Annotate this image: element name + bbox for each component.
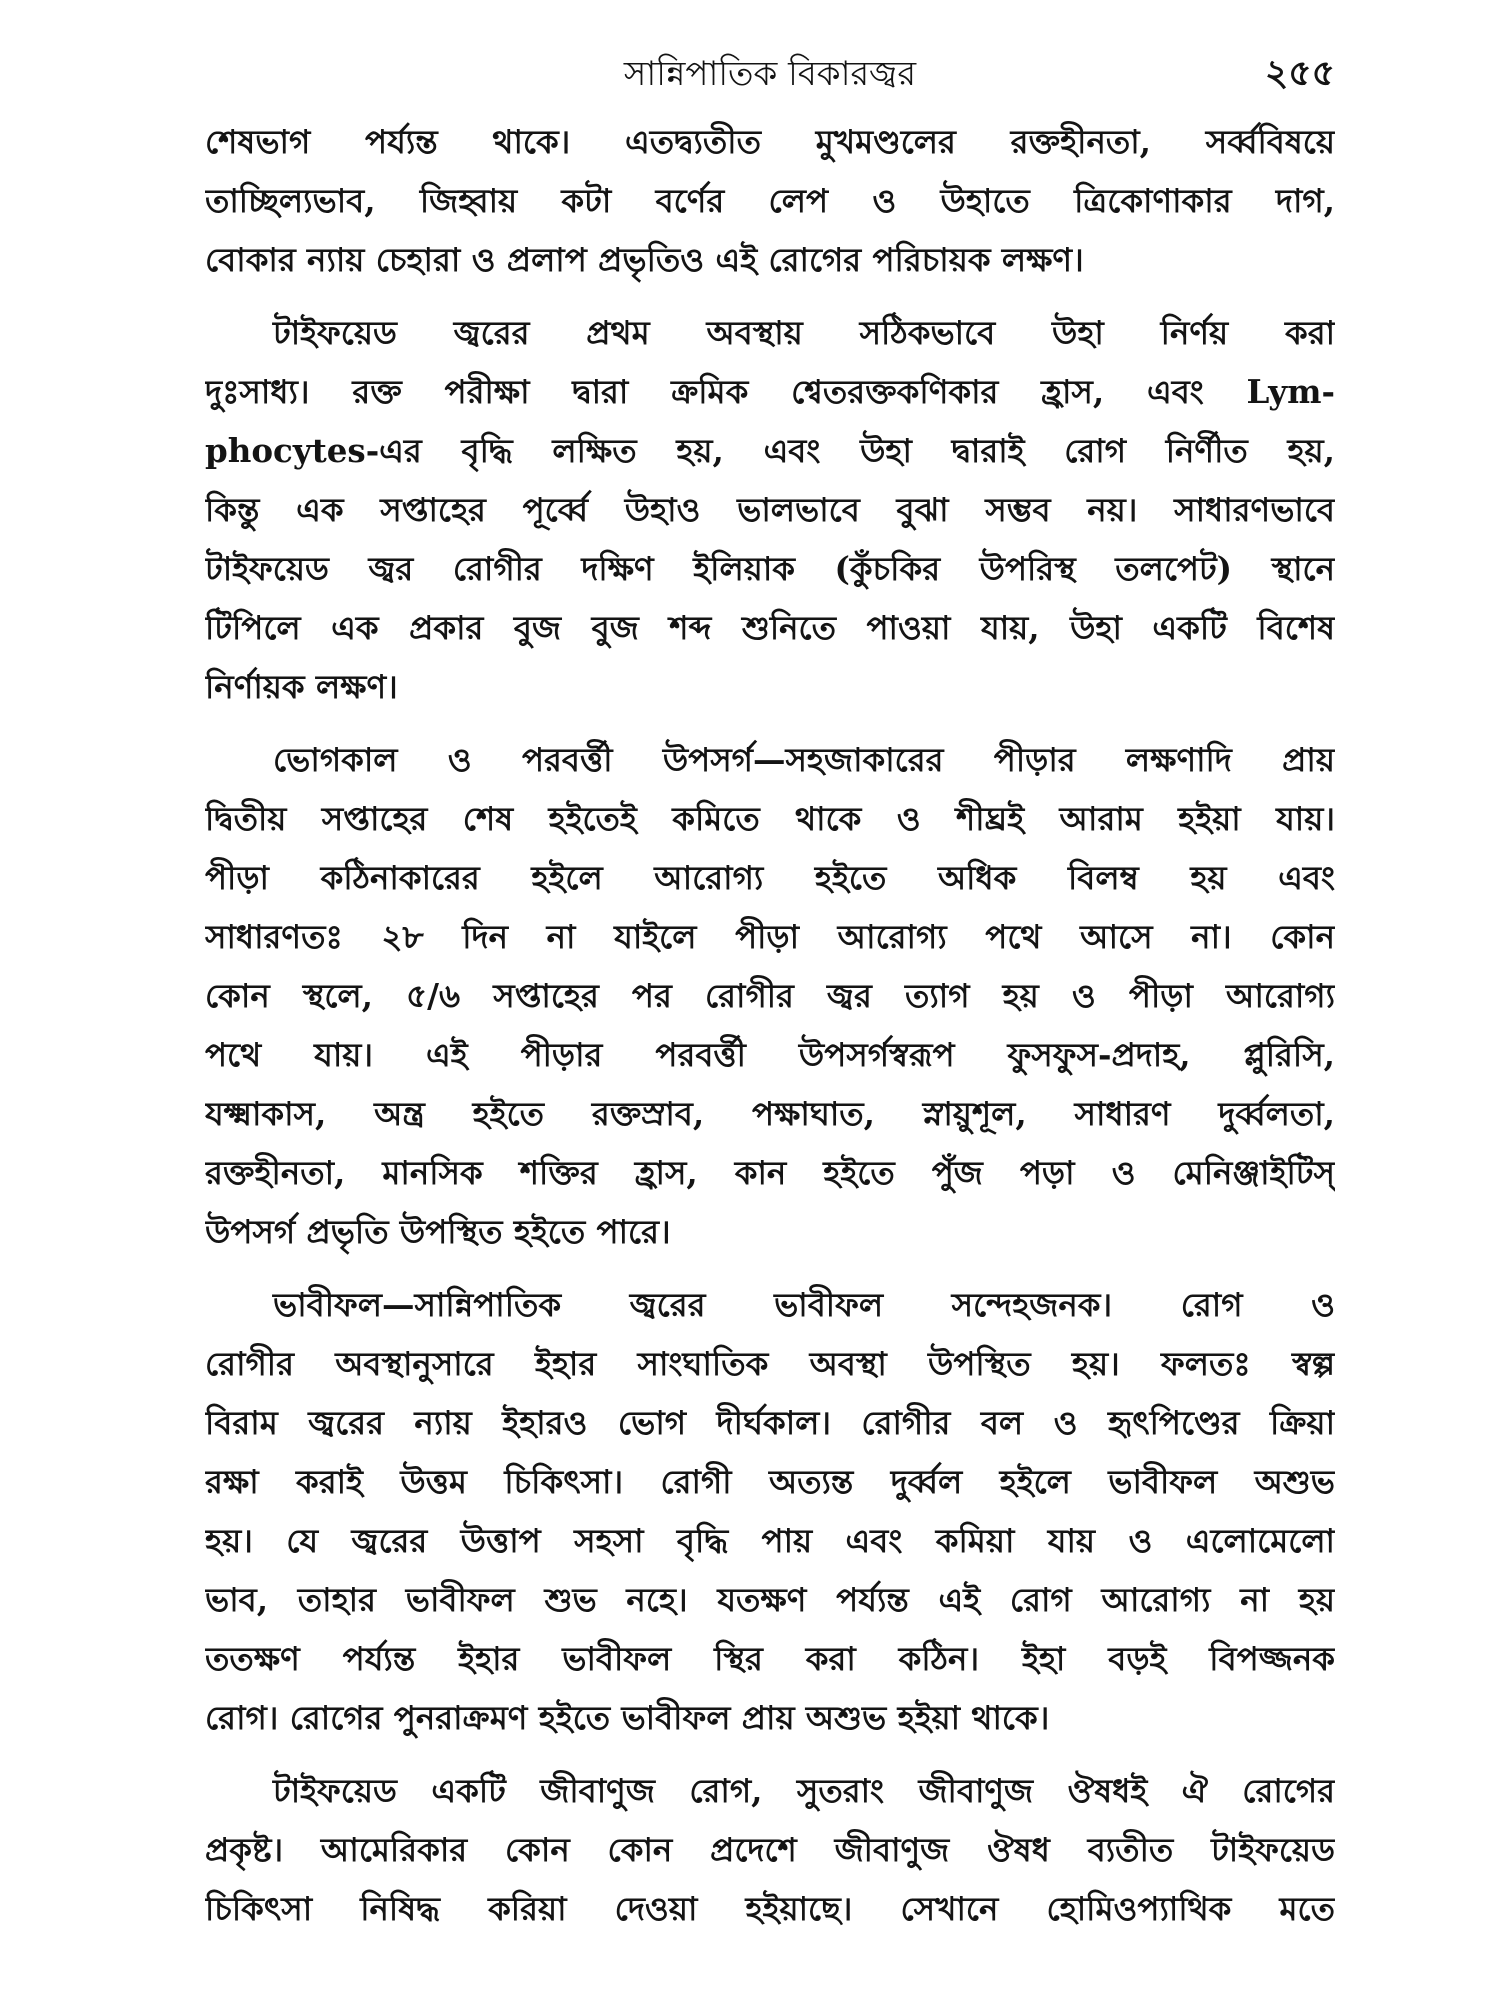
text-line: ভোগকাল ও পরবর্ত্তী উপসর্গ—সহজাকারের পীড়ার লক্ষণাদি প্রায় <box>273 740 1335 779</box>
text-line: টাইফয়েড জ্বর রোগীর দক্ষিণ ইলিয়াক (কুঁচকির উপরিস্থ তলপেট) স্থানে <box>205 549 1335 588</box>
text-line: ততক্ষণ পর্য্যন্ত ইহার ভাবীফল স্থির করা কঠিন। ইহা বড়ই বিপজ্জনক <box>205 1639 1335 1678</box>
text-line: সাধারণতঃ ২৮ দিন না যাইলে পীড়া আরোগ্য পথে আসে না। কোন <box>205 917 1335 956</box>
text-line: হয়। যে জ্বরের উত্তাপ সহসা বৃদ্ধি পায় এবং কমিয়া যায় ও এলোমেলো <box>205 1521 1335 1560</box>
text-line: রোগীর অবস্থানুসারে ইহার সাংঘাতিক অবস্থা উপস্থিত হয়। ফলতঃ স্বল্প <box>205 1344 1335 1383</box>
text-line: টাইফয়েড জ্বরের প্রথম অবস্থায় সঠিকভাবে উহা নির্ণয় করা <box>273 313 1335 352</box>
text-line: বিরাম জ্বরের ন্যায় ইহারও ভোগ দীর্ঘকাল। রোগীর বল ও হৃৎপিণ্ডের ক্রিয়া <box>205 1403 1335 1442</box>
text-line: নির্ণায়ক লক্ষণ। <box>205 667 398 706</box>
text-line: উপসর্গ প্রভৃতি উপস্থিত হইতে পারে। <box>205 1212 671 1251</box>
text-line: প্রকৃষ্ট। আমেরিকার কোন কোন প্রদেশে জীবাণুজ ঔষধ ব্যতীত টাইফয়েড <box>205 1830 1335 1869</box>
page-number: ২৫৫ <box>1264 52 1335 94</box>
text-line: phocytes-এর বৃদ্ধি লক্ষিত হয়, এবং উহা দ্বারাই রোগ নির্ণীত হয়, <box>205 431 1335 470</box>
text-line: ভাবীফল—সান্নিপাতিক জ্বরের ভাবীফল সন্দেহজনক। রোগ ও <box>273 1285 1335 1324</box>
text-line: দ্বিতীয় সপ্তাহের শেষ হইতেই কমিতে থাকে ও শীঘ্রই আরাম হইয়া যায়। <box>205 799 1335 838</box>
text-line: টিপিলে এক প্রকার বুজ বুজ শব্দ শুনিতে পাওয়া যায়, উহা একটি বিশেষ <box>205 608 1335 647</box>
paragraph-course-complications <box>205 730 1335 1261</box>
body-text <box>205 112 1335 1952</box>
running-title: সান্নিপাতিক বিকারজ্বর <box>623 54 917 94</box>
text-line: বোকার ন্যায় চেহারা ও প্রলাপ প্রভৃতিও এই রোগের পরিচায়ক লক্ষণ। <box>205 240 1084 279</box>
running-head <box>205 40 1335 100</box>
text-line: পথে যায়। এই পীড়ার পরবর্ত্তী উপসর্গস্বরূপ ফুসফুস-প্রদাহ, প্লুরিসি, <box>205 1035 1335 1074</box>
paragraph-prognosis <box>205 1275 1335 1747</box>
text-line: কিন্তু এক সপ্তাহের পূর্ব্বে উহাও ভালভাবে বুঝা সম্ভব নয়। সাধারণভাবে <box>205 490 1335 529</box>
text-line: পীড়া কঠিনাকারের হইলে আরোগ্য হইতে অধিক বিলম্ব হয় এবং <box>205 858 1335 897</box>
text-line: রোগ। রোগের পুনরাক্রমণ হইতে ভাবীফল প্রায় অশুভ হইয়া থাকে। <box>205 1698 1050 1737</box>
text-line: কোন স্থলে, ৫/৬ সপ্তাহের পর রোগীর জ্বর ত্যাগ হয় ও পীড়া আরোগ্য <box>205 976 1335 1015</box>
text-line: টাইফয়েড একটি জীবাণুজ রোগ, সুতরাং জীবাণুজ ঔষধই ঐ রোগের <box>273 1771 1335 1810</box>
text-line: চিকিৎসা নিষিদ্ধ করিয়া দেওয়া হইয়াছে। সেখানে হোমিওপ্যাথিক মতে <box>205 1889 1335 1928</box>
text-line: রক্ষা করাই উত্তম চিকিৎসা। রোগী অত্যন্ত দুর্ব্বল হইলে ভাবীফল অশুভ <box>205 1462 1335 1501</box>
paragraph-symptoms-end <box>205 112 1335 289</box>
text-line: রক্তহীনতা, মানসিক শক্তির হ্রাস, কান হইতে পুঁজ পড়া ও মেনিঞ্জাইটিস্ <box>205 1153 1335 1192</box>
paragraph-treatment <box>205 1761 1335 1938</box>
text-line: শেষভাগ পর্য্যন্ত থাকে। এতদ্ব্যতীত মুখমণ্ডলের রক্তহীনতা, সর্ব্ববিষয়ে <box>205 122 1335 161</box>
paragraph-diagnosis <box>205 303 1335 716</box>
text-line: ভাব, তাহার ভাবীফল শুভ নহে। যতক্ষণ পর্য্যন্ত এই রোগ আরোগ্য না হয় <box>205 1580 1335 1619</box>
text-line: তাচ্ছিল্যভাব, জিহ্বায় কটা বর্ণের লেপ ও উহাতে ত্রিকোণাকার দাগ, <box>205 181 1335 220</box>
text-line: যক্ষ্মাকাস, অন্ত্র হইতে রক্তস্রাব, পক্ষাঘাত, স্নায়ুশূল, সাধারণ দুর্ব্বলতা, <box>205 1094 1335 1133</box>
text-line: দুঃসাধ্য। রক্ত পরীক্ষা দ্বারা ক্রমিক শ্বেতরক্তকণিকার হ্রাস, এবং Lym- <box>205 372 1335 411</box>
